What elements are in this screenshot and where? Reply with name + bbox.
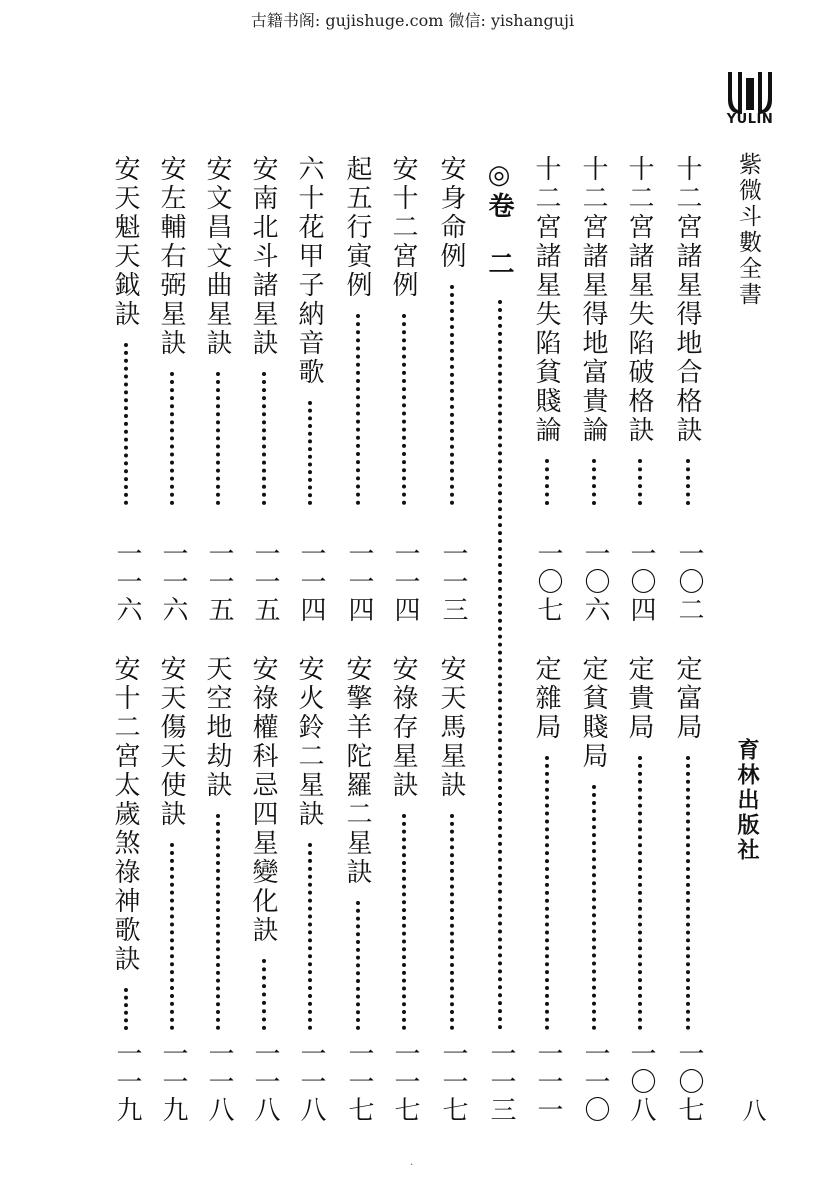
toc-entry-title: 起五行寅例: [342, 155, 372, 300]
toc-entry-title: 十二宮諸星失陷破格訣: [624, 155, 654, 445]
toc-entry-title: 安十二宮太歲煞祿神歌訣: [110, 655, 140, 974]
toc-leader-dots: [402, 314, 406, 505]
toc-entry-title: 安擎羊陀羅二星訣: [342, 655, 372, 887]
toc-entry-title: 定富局: [672, 655, 702, 742]
toc-leader-dots: [592, 459, 596, 505]
toc-leader-dots: [262, 959, 266, 1030]
volume-mark-icon: ◎: [484, 160, 514, 190]
toc-entry-title: 定貧賤局: [578, 655, 608, 771]
toc-leader-dots: [545, 756, 549, 1030]
toc-entry-page: 一一八: [296, 1040, 326, 1124]
toc-leader-dots: [124, 343, 128, 505]
volume-leader-dots: [498, 300, 502, 1030]
page-number: 八: [738, 1098, 766, 1122]
publisher-name: 育林出版社: [734, 738, 760, 863]
toc-leader-dots: [308, 401, 312, 505]
toc-entry-page: 一一七: [390, 1040, 420, 1124]
toc-entry-page: 一〇二: [674, 540, 704, 624]
toc-entry-title: 定貴局: [624, 655, 654, 742]
watermark-header: 古籍书阁: gujishuge.com 微信: yishanguji: [250, 11, 575, 30]
toc-entry-page: 一一八: [204, 1040, 234, 1124]
toc-leader-dots: [170, 372, 174, 505]
toc-entry-page: 一一四: [344, 540, 374, 624]
toc-entry-page: 一一一: [533, 1040, 563, 1124]
toc-entry-page: 一〇八: [626, 1040, 656, 1124]
toc-leader-dots: [170, 843, 174, 1030]
toc-entry-page: 一一五: [250, 540, 280, 624]
toc-leader-dots: [450, 814, 454, 1030]
toc-leader-dots: [686, 756, 690, 1030]
toc-entry-title: 六十花甲子納音歌: [294, 155, 324, 387]
toc-entry-title: 安祿存星訣: [388, 655, 418, 800]
volume-heading: 卷 二: [484, 192, 514, 279]
toc-entry-title: 十二宮諸星失陷貧賤論: [531, 155, 561, 445]
toc-entry-page: 一一七: [438, 1040, 468, 1124]
toc-entry-title: 安火鈴二星訣: [294, 655, 324, 829]
toc-leader-dots: [686, 459, 690, 505]
toc-leader-dots: [592, 785, 596, 1030]
toc-entry-page: 一〇六: [580, 540, 610, 624]
toc-entry-page: 一〇七: [674, 1040, 704, 1124]
footer-mark: ·: [410, 1160, 414, 1171]
toc-entry-title: 安左輔右弼星訣: [156, 155, 186, 358]
toc-entry-page: 一〇七: [533, 540, 563, 624]
toc-entry-title: 安天馬星訣: [436, 655, 466, 800]
toc-leader-dots: [356, 314, 360, 505]
toc-entry-page: 一一〇: [580, 1040, 610, 1124]
toc-leader-dots: [356, 901, 360, 1030]
toc-leader-dots: [216, 372, 220, 505]
toc-entry-title: 安天魁天鉞訣: [110, 155, 140, 329]
toc-entry-title: 安十二宮例: [388, 155, 418, 300]
toc-leader-dots: [402, 814, 406, 1030]
toc-entry-title: 安天傷天使訣: [156, 655, 186, 829]
toc-leader-dots: [638, 459, 642, 505]
toc-entry-page: 一一五: [204, 540, 234, 624]
book-title: 紫微斗數全書: [735, 152, 761, 308]
toc-entry-page: 一一三: [438, 540, 468, 624]
toc-leader-dots: [450, 285, 454, 505]
toc-leader-dots: [262, 372, 266, 505]
toc-entry-page: 一一九: [158, 1040, 188, 1124]
toc-entry-title: 十二宮諸星得地富貴論: [578, 155, 608, 445]
toc-entry-page: 一一七: [344, 1040, 374, 1124]
toc-entry-page: 一一六: [112, 540, 142, 624]
toc-leader-dots: [545, 459, 549, 505]
volume-heading-page: 一一三: [486, 1040, 516, 1124]
toc-entry-title: 安文昌文曲星訣: [202, 155, 232, 358]
toc-leader-dots: [638, 756, 642, 1030]
toc-entry-title: 安南北斗諸星訣: [248, 155, 278, 358]
toc-leader-dots: [216, 814, 220, 1030]
toc-entry-title: 天空地劫訣: [202, 655, 232, 800]
toc-entry-page: 一一四: [390, 540, 420, 624]
toc-leader-dots: [124, 988, 128, 1030]
toc-entry-title: 安身命例: [436, 155, 466, 271]
toc-entry-page: 一一四: [296, 540, 326, 624]
toc-entry-title: 安祿權科忌四星變化訣: [248, 655, 278, 945]
toc-entry-page: 一一六: [158, 540, 188, 624]
toc-leader-dots: [308, 843, 312, 1030]
toc-entry-title: 十二宮諸星得地合格訣: [672, 155, 702, 445]
toc-entry-page: 一一八: [250, 1040, 280, 1124]
toc-entry-title: 定雜局: [531, 655, 561, 742]
logo-text: YULIN: [726, 112, 774, 127]
toc-entry-page: 一〇四: [626, 540, 656, 624]
toc-entry-page: 一一九: [112, 1040, 142, 1124]
